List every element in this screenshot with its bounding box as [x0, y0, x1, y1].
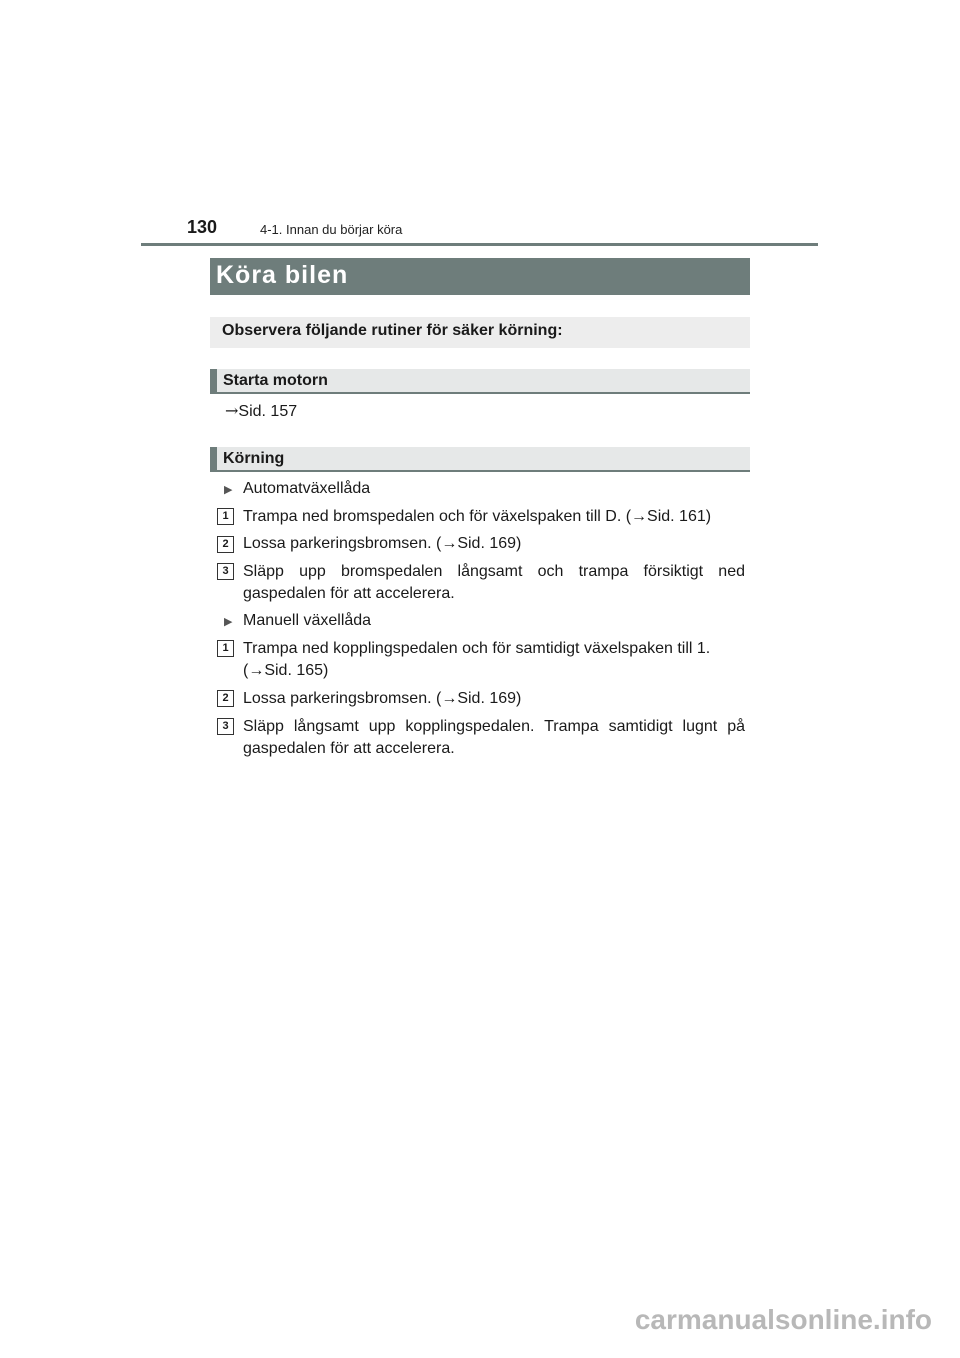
section-heading-label: Körning	[223, 450, 285, 467]
subheading-manual: Manuell växellåda	[243, 612, 372, 629]
subheading-automatic: Automatväxellåda	[243, 480, 371, 497]
triangle-bullet-icon: ▶	[224, 484, 233, 496]
section-heading-start-engine	[210, 369, 750, 394]
header-divider	[141, 243, 818, 246]
triangle-bullet-icon: ▶	[224, 616, 233, 628]
step-text: Lossa parkeringsbromsen. (→Sid. 169)	[243, 535, 522, 552]
step-text: Trampa ned kopplingspedalen och för samtidigt växelspaken till 1. (→Sid. 165)	[243, 640, 711, 679]
step-text: Lossa parkeringsbromsen. (→Sid. 169)	[243, 690, 522, 707]
step-number-badge: 1	[217, 508, 234, 525]
notice-text: Observera följande rutiner för säker körning:	[222, 322, 563, 339]
start-engine-reference	[225, 400, 297, 423]
notice-box	[210, 317, 750, 348]
section-heading-label: Starta motorn	[223, 372, 328, 389]
step-text: Släpp upp bromspedalen långsamt och trampa försiktigt ned gaspedalen för att accelerera.	[243, 563, 745, 602]
step-text: Trampa ned bromspedalen och för växelspaken till D. (→Sid. 161)	[243, 508, 712, 525]
reference-text: Sid. 157	[238, 403, 298, 420]
step-number-badge: 3	[217, 563, 234, 580]
step-number-badge: 1	[217, 640, 234, 657]
section-title-band	[210, 258, 750, 295]
page-number: 130	[187, 217, 218, 237]
section-heading-driving	[210, 447, 750, 472]
page-title: Köra bilen	[216, 261, 349, 289]
chapter-title: 4-1. Innan du börjar köra	[260, 222, 403, 237]
arrow-icon: →	[225, 401, 239, 420]
step-number-badge: 2	[217, 690, 234, 707]
watermark: carmanualsonline.info	[634, 1304, 932, 1335]
step-text: Släpp långsamt upp kopplingspedalen. Trampa samtidigt lugnt på gaspedalen för att accelerera.	[243, 718, 745, 757]
step-number-badge: 3	[217, 718, 234, 735]
step-number-badge: 2	[217, 536, 234, 553]
